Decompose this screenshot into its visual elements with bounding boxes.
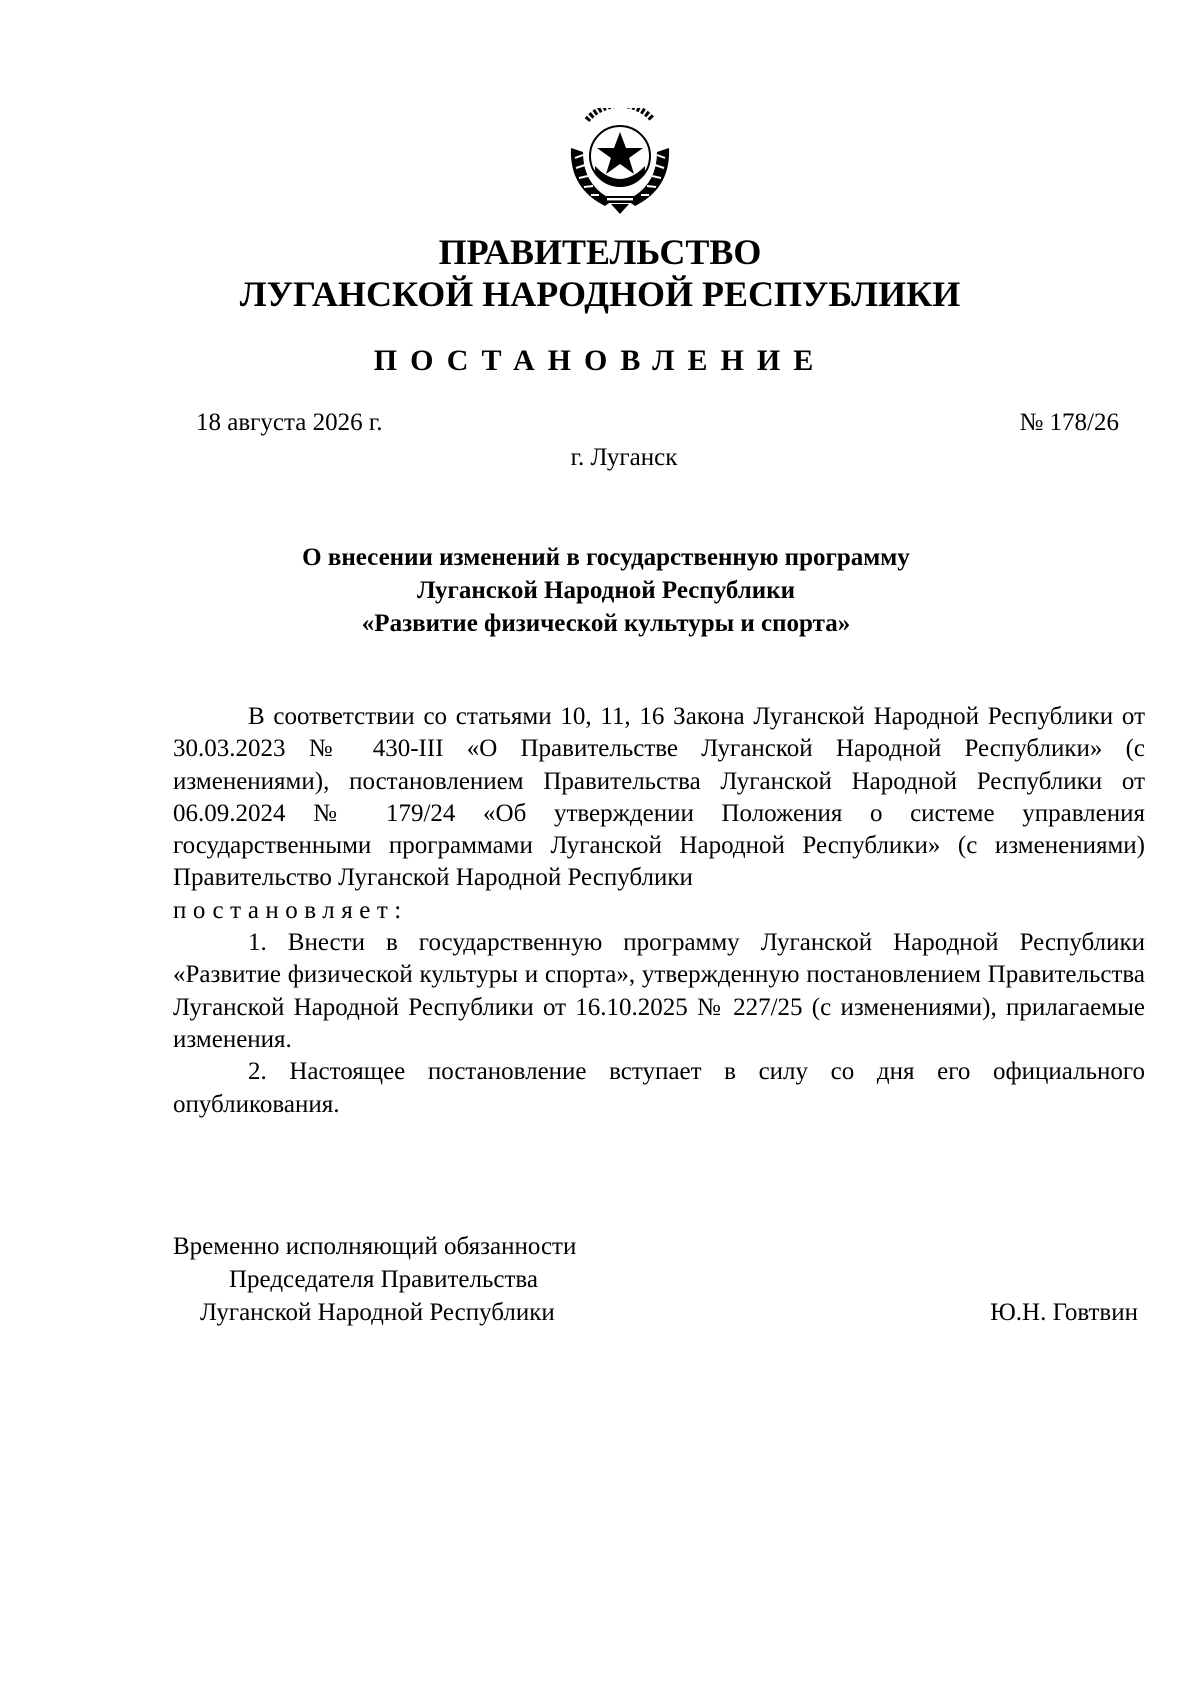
item2-paragraph: 2. Настоящее постановление вступает в силу со дня его официального опубликования. bbox=[173, 1058, 1145, 1118]
document-date: 18 августа 2026 г. bbox=[196, 409, 383, 436]
subject-line2: Луганской Народной Республики bbox=[416, 577, 796, 604]
org-title-line2: ЛУГАНСКОЙ НАРОДНОЙ РЕСПУБЛИКИ bbox=[239, 274, 961, 314]
document-type: ПОСТАНОВЛЕНИЕ bbox=[373, 344, 827, 377]
document-city: г. Луганск bbox=[570, 444, 678, 471]
signer-title-line3: Луганской Народной Республики bbox=[200, 1299, 555, 1326]
document-number: № 178/26 bbox=[1019, 409, 1119, 436]
resolves-paragraph bbox=[173, 895, 1145, 927]
resolves-word: постановляет: bbox=[173, 896, 408, 924]
preamble-text: В соответствии со статьями 10, 11, 16 Закона Луганской Народной Республики от 30.03.2023 № 430-III «О Правительстве Луганской Народной Республики» (с изменениями), постановлением Правительства Луганской Народной Республики от 06.09.2024 № 179/24 «Об утверждении Положения о системе управления государственными программами Луганской Народной Республики» (с изменениями) Правительство Луганской Народной Республики bbox=[173, 703, 1145, 892]
body-text bbox=[173, 701, 1145, 1121]
signer-title-line2: Председателя Правительства bbox=[229, 1266, 538, 1293]
item1-paragraph: 1. Внести в государственную программу Луганской Народной Республики «Развитие физической культуры и спорта», утвержденную постановлением Правительства Луганской Народной Республики от 16.10.2025 № 227/25 (с изменениями), прилагаемые изменения. bbox=[173, 929, 1145, 1053]
coat-of-arms-icon bbox=[565, 108, 675, 216]
preamble-paragraph bbox=[173, 701, 1145, 895]
signer-title-line1: Временно исполняющий обязанности bbox=[173, 1233, 577, 1260]
org-title-line1: ПРАВИТЕЛЬСТВО bbox=[438, 232, 762, 272]
signer-name: Ю.Н. Говтвин bbox=[990, 1299, 1138, 1326]
subject-line3: «Развитие физической культуры и спорта» bbox=[361, 610, 851, 637]
subject-line1: О внесении изменений в государственную программу bbox=[302, 544, 910, 571]
